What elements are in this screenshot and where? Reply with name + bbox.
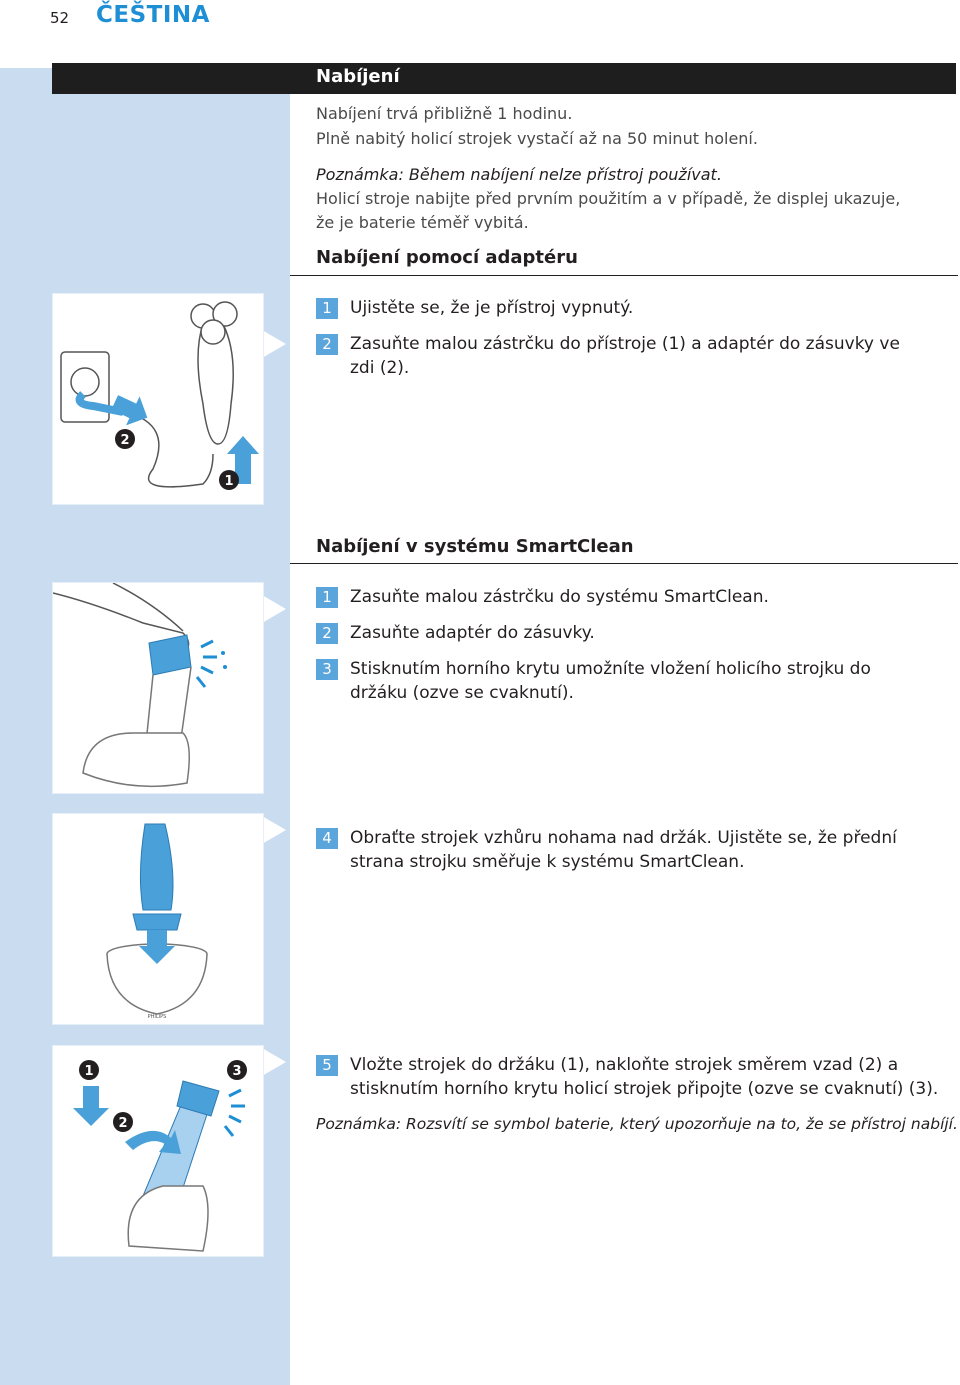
step-number-badge: 1 <box>316 587 338 608</box>
step-text <box>350 657 871 705</box>
intro-line-3: Holicí stroje nabijte před prvním použitím a v případě, že displej ukazuje, <box>316 189 901 208</box>
step-text-line: držáku (ozve se cvaknutí). <box>350 683 574 703</box>
smartclean-note: Poznámka: Rozsvítí se symbol baterie, který upozorňuje na to, že se přístroj nabíjí. <box>316 1115 958 1133</box>
adapter-divider <box>290 275 958 276</box>
step-text-line: Stisknutím horního krytu umožníte vložení holicího strojku do <box>350 659 871 679</box>
figure-shaver-insert <box>52 1045 264 1257</box>
section-title: Nabíjení <box>316 66 400 87</box>
step-text-line: Obraťte strojek vzhůru nohama nad držák. Ujistěte se, že přední <box>350 828 897 848</box>
step-text <box>350 826 897 874</box>
step-number-badge: 4 <box>316 828 338 849</box>
pointer-triangle <box>262 816 286 844</box>
step-text-line: Zasuňte malou zástrčku do přístroje (1) a adaptér do zásuvky ve <box>350 334 900 354</box>
adapter-step-2 <box>316 332 900 380</box>
intro-line-2: Plně nabitý holicí strojek vystačí až na 50 minut holení. <box>316 129 758 148</box>
pointer-triangle <box>262 595 286 623</box>
step-text: Zasuňte malou zástrčku do systému SmartClean. <box>350 587 769 607</box>
smartclean-step-1 <box>316 585 769 609</box>
smartclean-step-3 <box>316 657 871 705</box>
step-text: Ujistěte se, že je přístroj vypnutý. <box>350 298 634 318</box>
smartclean-divider <box>290 563 958 564</box>
figure-callout-3: 3 <box>232 1064 242 1079</box>
figure-smartclean-open <box>52 582 264 794</box>
intro-note: Poznámka: Během nabíjení nelze přístroj používat. <box>316 165 722 184</box>
figure-callout-2: 2 <box>118 1116 128 1131</box>
step-text <box>350 332 900 380</box>
step-text <box>350 1053 938 1101</box>
step-text-line: zdi (2). <box>350 358 410 378</box>
step-number-badge: 3 <box>316 659 338 680</box>
smartclean-step-4 <box>316 826 897 874</box>
figure-shaver-upside-down <box>52 813 264 1025</box>
intro-line-4: že je baterie téměř vybitá. <box>316 213 529 232</box>
page-language-title: ČEŠTINA <box>96 2 210 28</box>
pointer-triangle <box>262 1048 286 1076</box>
step-text-line: Vložte strojek do držáku (1), nakloňte strojek směrem vzad (2) a <box>350 1055 899 1075</box>
step-text: Zasuňte adaptér do zásuvky. <box>350 623 595 643</box>
smartclean-heading: Nabíjení v systému SmartClean <box>316 536 634 557</box>
adapter-step-1 <box>316 296 633 320</box>
step-text-line: strana strojku směřuje k systému SmartClean. <box>350 852 745 872</box>
pointer-triangle <box>262 330 286 358</box>
section-title-bar <box>52 63 956 94</box>
step-text-line: stisknutím horního krytu holicí strojek připojte (ozve se cvaknutí) (3). <box>350 1079 939 1099</box>
figure-callout-1: 1 <box>224 474 234 489</box>
page-number: 52 <box>50 9 70 27</box>
figure-callout-1: 1 <box>84 1064 94 1079</box>
intro-line-1: Nabíjení trvá přibližně 1 hodinu. <box>316 104 573 123</box>
figure-callout-2: 2 <box>120 433 130 448</box>
brand-label: PHILIPS <box>147 1014 167 1020</box>
figure-shaver-adapter <box>52 293 264 505</box>
step-number-badge: 5 <box>316 1055 338 1076</box>
smartclean-step-2 <box>316 621 595 645</box>
adapter-heading: Nabíjení pomocí adaptéru <box>316 247 578 268</box>
step-number-badge: 2 <box>316 623 338 644</box>
step-number-badge: 1 <box>316 298 338 319</box>
step-number-badge: 2 <box>316 334 338 355</box>
smartclean-step-5 <box>316 1053 938 1101</box>
